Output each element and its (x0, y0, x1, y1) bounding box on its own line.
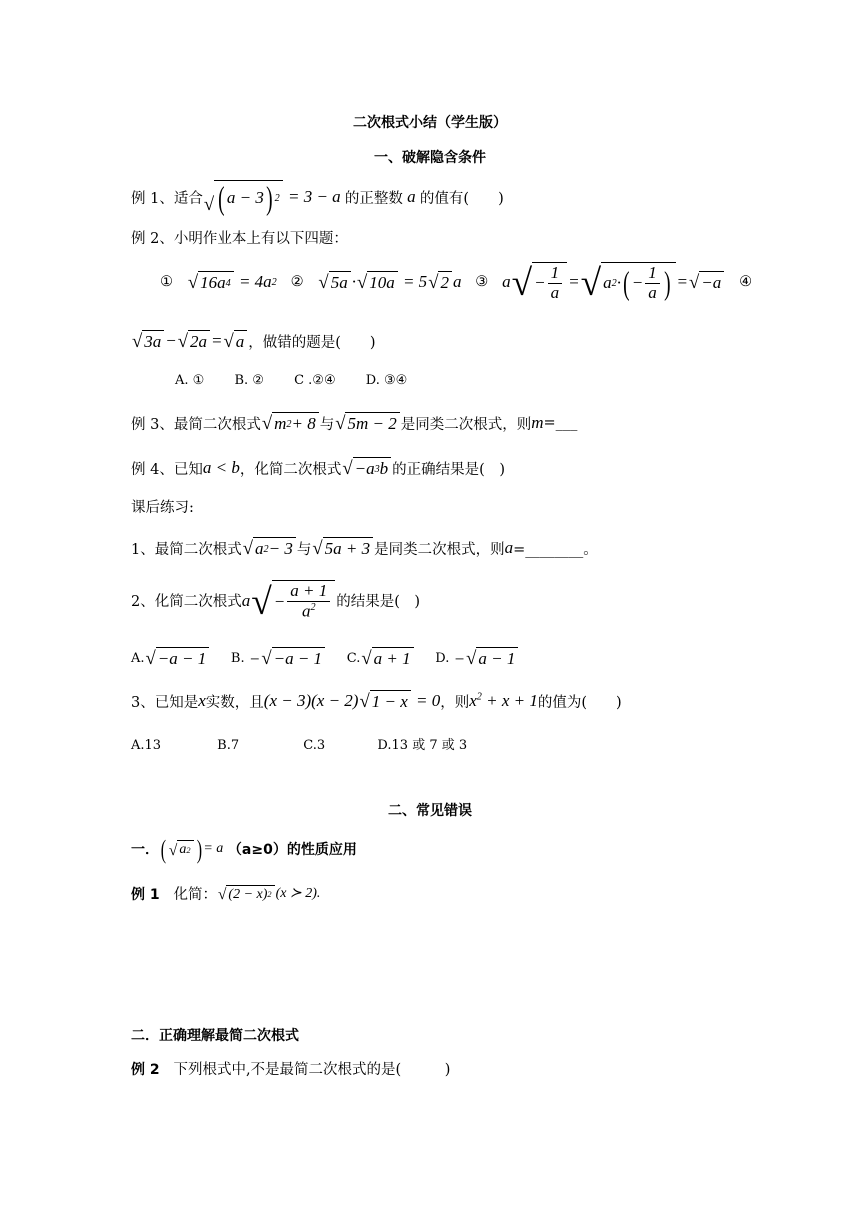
section2-sub2: 二．正确理解最简二次根式 (131, 1028, 299, 1044)
practice-heading: 课后练习: (131, 500, 194, 516)
q2-option-a: A. (131, 650, 145, 666)
section-heading-1: 一、破解隐含条件 (374, 150, 486, 166)
example-1-formula: √ ( a − 3 ) 2 = 3 − a (203, 180, 345, 216)
q3-mid2: ，则 (440, 694, 470, 711)
mark-2: ② (290, 274, 304, 291)
sub1-tail: （a≥0）的性质应用 (227, 842, 357, 859)
s2-ex2-text: 下列根式中,不是最简二次根式的是( ) (173, 1062, 451, 1078)
practice-q2-options: A. √ −a − 1 B. − √ −a − 1 C. √ a + 1 D. − √ a − 1 (131, 647, 519, 669)
section2-example-2 (131, 1058, 450, 1079)
example-2-options (175, 373, 433, 388)
example-1-tail: 的值有( ) (419, 190, 504, 207)
q3-option-c: C.3 (303, 738, 326, 753)
example-3-tail: =___ (543, 415, 578, 432)
q2-option-d: D. (435, 650, 450, 666)
q1-mid: 与 (296, 541, 312, 558)
q3-tail: 的值为( ) (537, 694, 622, 711)
example-1-suffix: 的正整数 (344, 190, 403, 207)
example-2-line2: √ 3a − √ 2a = √ a ，做错的题是( ) (132, 331, 376, 353)
example-3-mid: 与 (319, 416, 335, 433)
section2-sub1: 一． ( √ a 2 ) = a （a≥0）的性质应用 (131, 834, 357, 864)
section2-example-1: 例 1 化简： √ (2 − x) 2 (x ≻ 2). (131, 883, 320, 904)
example-1: 例 1、适合 √ ( a − 3 ) 2 = 3 − a 的正整数 a 的值有( ) (131, 180, 504, 216)
practice-q2: 2、化简二次根式 a √ − $\frac{a + 1}{a^2}$ 的结果是( ) (131, 581, 421, 623)
example-4-mid: ，化简二次根式 (239, 461, 342, 478)
q3-option-b: B.7 (217, 738, 240, 753)
practice-q3: 3、已知是 x 实数，且 (x − 3)(x − 2) √ 1 − x = 0 ，则 $x^2 + x + 1$ 的值为( ) (131, 691, 622, 713)
option-d: D. ③④ (365, 373, 408, 388)
example-1-prefix: 例 1、适合 (131, 190, 203, 207)
example-4-tail: 的正确结果是( ) (392, 461, 505, 478)
q2-tail: 的结果是( ) (336, 594, 421, 611)
example-3-prefix: 例 3、最简二次根式 (131, 416, 261, 433)
s2-ex1-text: 化简： (173, 887, 217, 903)
example-2-text: 例 2、小明作业本上有以下四题： (131, 231, 348, 247)
option-a: A. ① (175, 373, 205, 388)
q1-suffix: 是同类二次根式，则 (374, 541, 505, 558)
q1-tail: =________。 (513, 541, 598, 558)
s2-ex2-label: 例 2 (131, 1061, 160, 1078)
mark-1: ① (160, 274, 173, 291)
example-2-formulas: ① √ 16a 4 = 4a 2 ② √ 5a · √ 10a = 5 √ 2 a ③ a √ − $\frac{1}{a}$ = √ a 2 · ( − $\frac{1}{a}$ ) = √ −a ④ (160, 262, 753, 304)
example-4: 例 4、已知 a < b ，化简二次根式 √ −a 3 b 的正确结果是( ) (131, 458, 505, 480)
practice-q1: 1、最简二次根式 √ a 2 − 3 与 √ 5a + 3 是同类二次根式，则 a =________。 (131, 538, 598, 560)
q3-prefix: 3、已知是 (131, 694, 199, 711)
q2-option-c: C. (346, 650, 361, 666)
s2-ex1-label: 例 1 (131, 886, 160, 903)
example-3-suffix: 是同类二次根式，则 (400, 416, 532, 433)
q3-mid: 实数，且 (205, 694, 264, 711)
sub1-prefix: 一． (131, 842, 159, 859)
option-b: B. ② (234, 373, 264, 388)
q2-prefix: 2、化简二次根式 (131, 594, 242, 611)
q3-option-d: D.13 或 7 或 3 (377, 738, 468, 753)
mark-4: ④ (739, 274, 753, 291)
q1-prefix: 1、最简二次根式 (131, 541, 242, 558)
q3-option-a: A.13 (131, 738, 162, 753)
mark-3: ③ (475, 274, 489, 291)
page-title: 二次根式小结（学生版） (353, 115, 507, 131)
q2-option-b: B. (230, 650, 245, 666)
practice-q3-options (131, 734, 467, 753)
example-3: 例 3、最简二次根式 √ m 2 + 8 与 √ 5m − 2 是同类二次根式，则 m =___ (131, 413, 578, 435)
example-2-tail: ，做错的题是( ) (248, 334, 376, 351)
option-c: C .②④ (294, 373, 336, 388)
example-4-prefix: 例 4、已知 (131, 461, 203, 478)
section-heading-2: 二、常见错误 (388, 803, 472, 819)
